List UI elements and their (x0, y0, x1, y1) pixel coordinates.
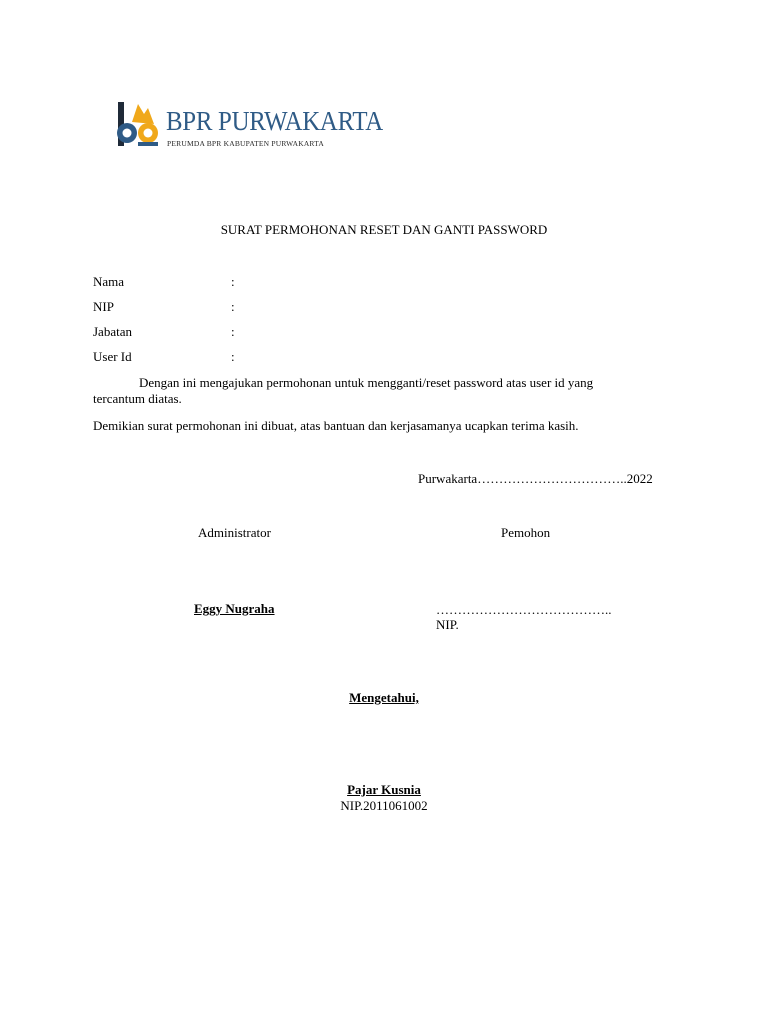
administrator-label: Administrator (198, 525, 271, 540)
field-label-jabatan: Jabatan (93, 324, 132, 339)
field-colon-nip: : (231, 299, 235, 314)
document-title: SURAT PERMOHONAN RESET DAN GANTI PASSWORD (220, 222, 548, 237)
field-label-user-id: User Id (93, 349, 132, 364)
company-logo (112, 100, 383, 152)
paragraph-closing: Demikian surat permohonan ini dibuat, atas bantuan dan kerjasamanya ucapkan terima kasih. (93, 418, 579, 433)
bpr-logo-icon (112, 100, 162, 150)
place-date: Purwakarta……………………………..2022 (418, 471, 653, 486)
mengetahui-name: Pajar Kusnia (347, 782, 421, 797)
field-colon-jabatan: : (231, 324, 235, 339)
mengetahui-label: Mengetahui, (349, 690, 419, 705)
field-colon-user-id: : (231, 349, 235, 364)
mengetahui-nip: NIP.2011061002 (340, 798, 428, 813)
pemohon-label: Pemohon (501, 525, 551, 540)
field-colon-nama: : (231, 274, 235, 289)
field-label-nip: NIP (93, 299, 114, 314)
logo-subtitle: PERUMDA BPR KABUPATEN PURWAKARTA (167, 139, 324, 148)
field-label-nama: Nama (93, 274, 125, 289)
paragraph-request: Dengan ini mengajukan permohonan untuk mengganti/reset password atas user id yang tercantum diatas. (93, 375, 594, 406)
administrator-name: Eggy Nugraha (194, 601, 275, 616)
pemohon-name-placeholder: ………………………………….. (436, 602, 612, 617)
pemohon-nip: NIP. (436, 617, 459, 632)
logo-name: BPR PURWAKARTA (166, 106, 383, 136)
